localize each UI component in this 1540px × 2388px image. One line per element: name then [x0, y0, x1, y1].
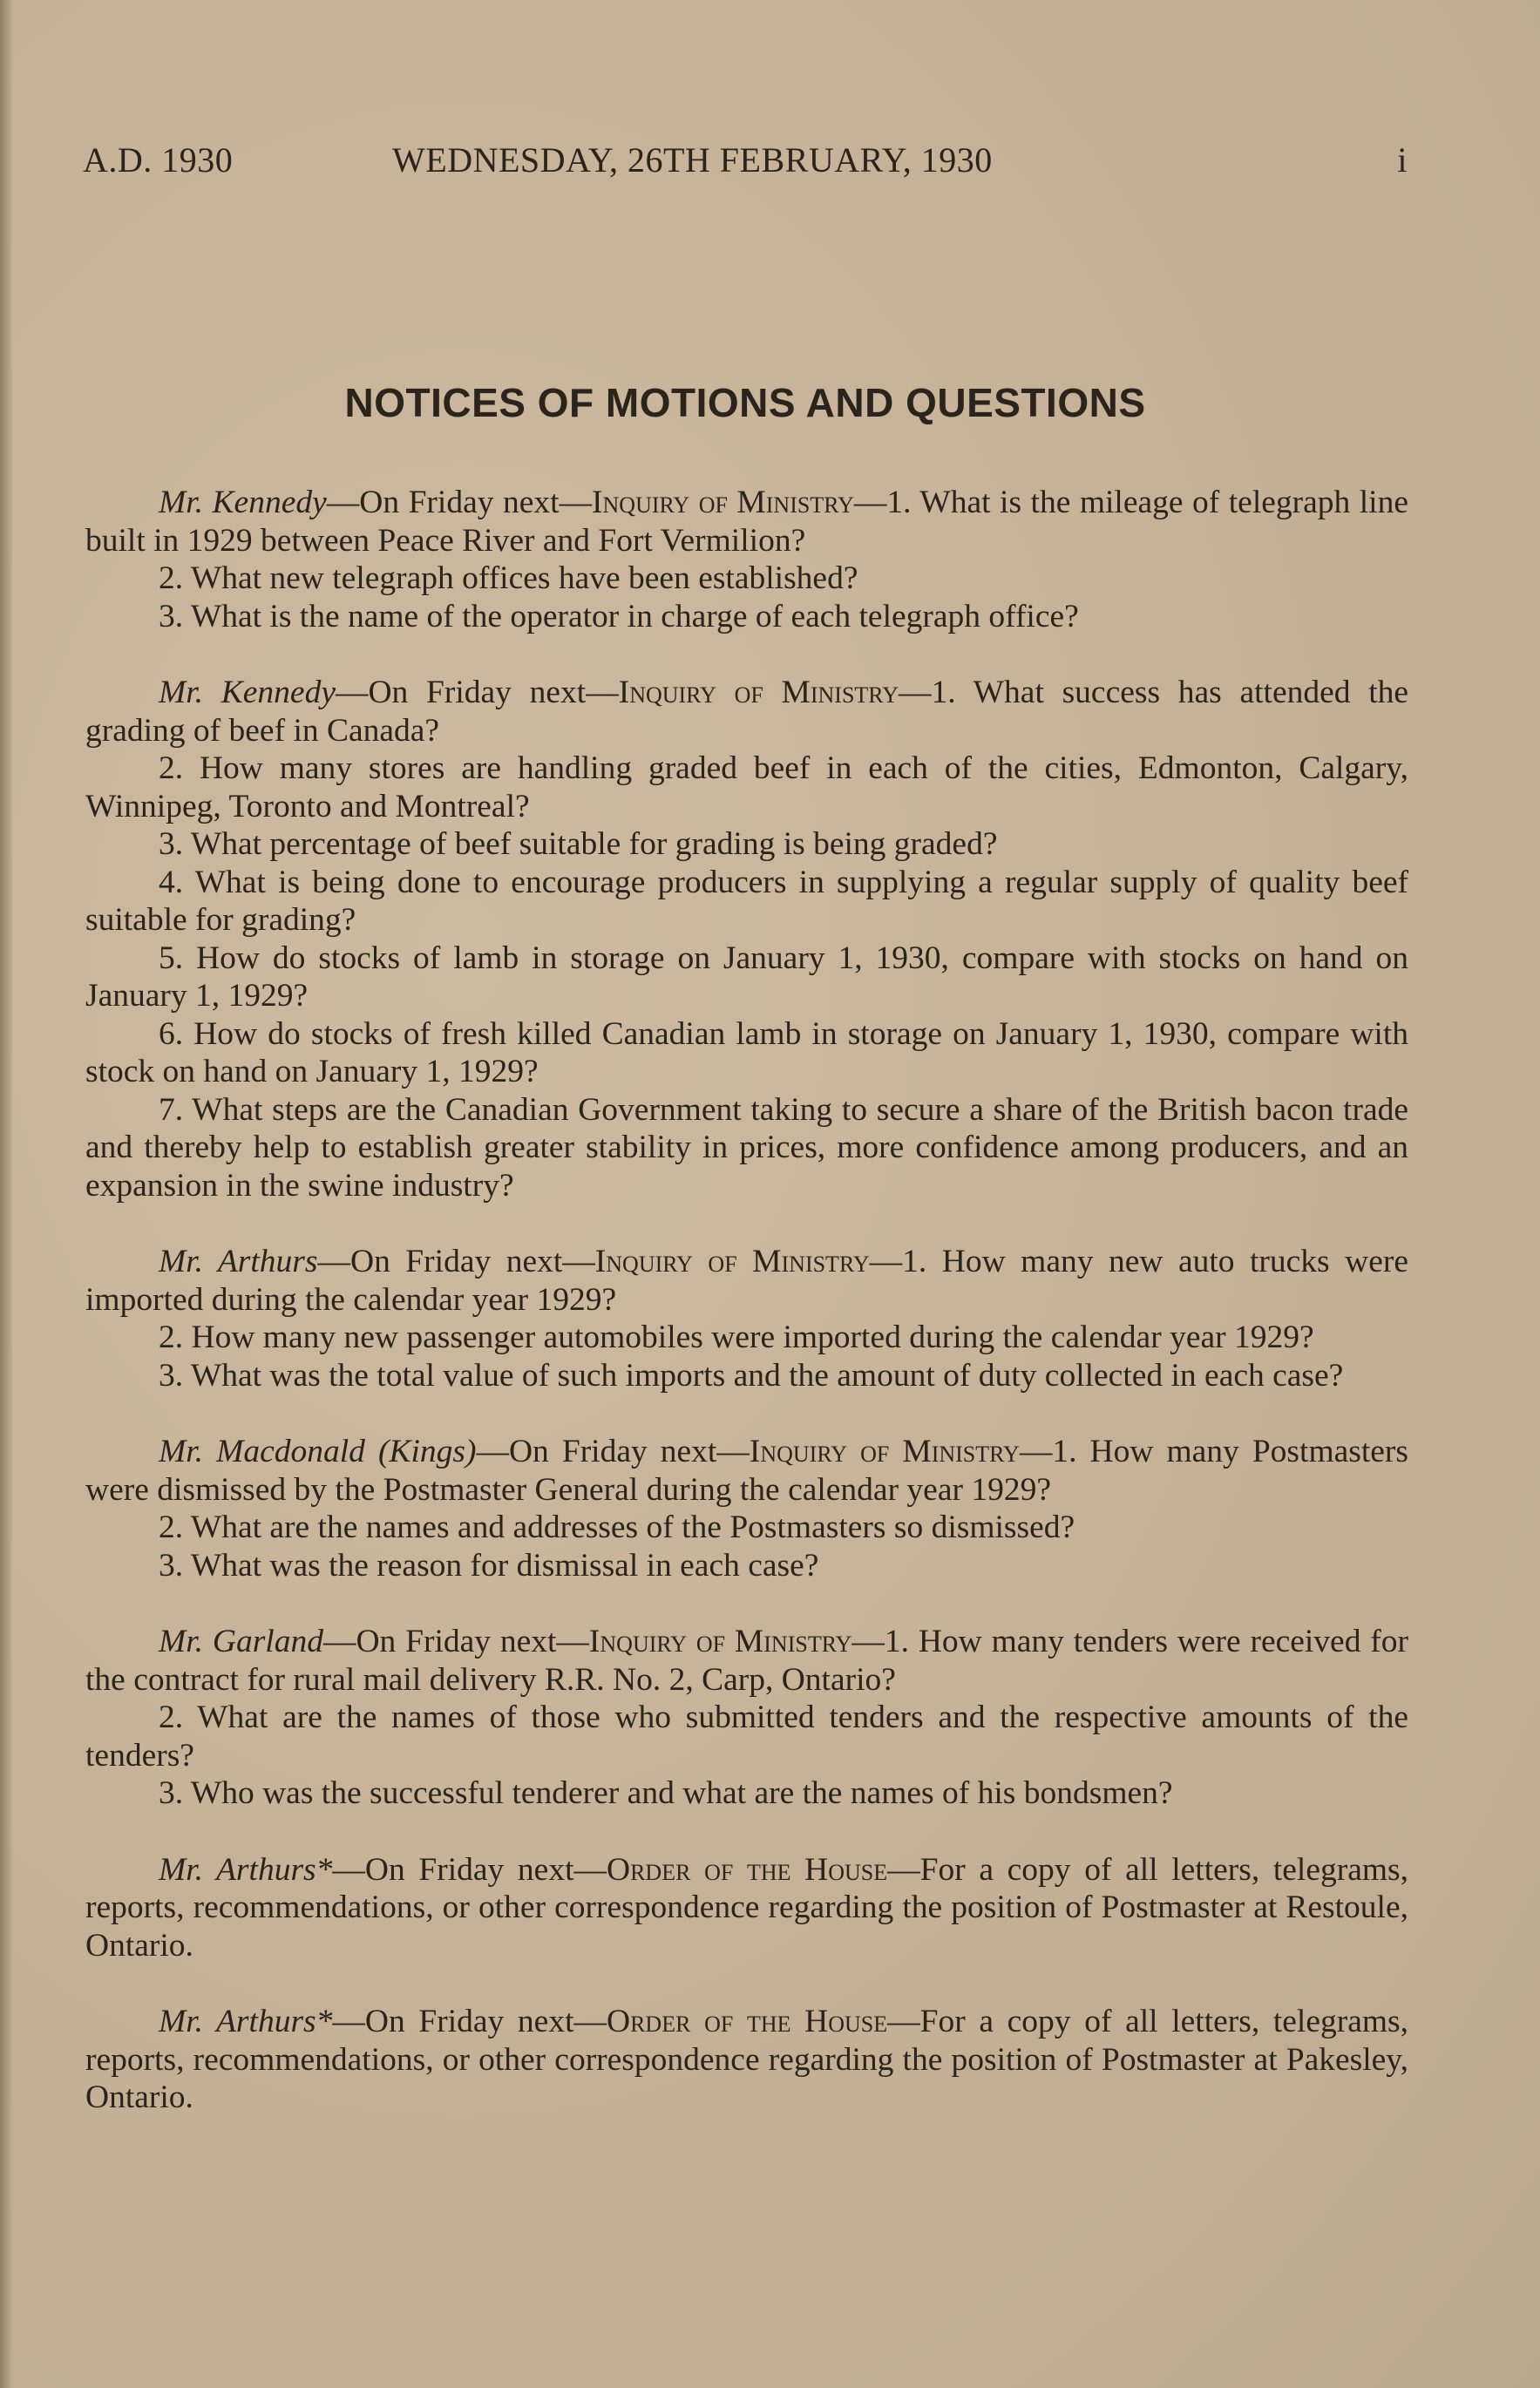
notice-question: 3. What is the name of the operator in charge of each telegraph office?	[159, 598, 1079, 634]
header-date: WEDNESDAY, 26TH FEBRUARY, 1930	[392, 140, 993, 180]
notice-when: —On Friday next—	[332, 1851, 607, 1888]
notice-first-question: —1. What is the mileage of telegraph line built in 1929 between Peace River and Fort Vermilion?	[85, 485, 1408, 559]
notice-first-question: —For a copy of all letters, telegrams, reports, recommendations, or other correspondence regarding the position of Postmaster at Pakesley, Ontario.	[85, 2004, 1409, 2115]
notice-item	[85, 674, 1408, 1204]
header-year: A.D. 1930	[83, 140, 234, 180]
notice-question: 6. How do stocks of fresh killed Canadian lamb in storage on January 1, 1930, compare with stock on hand on January 1, 1929?	[85, 1015, 1408, 1089]
notice-question: 2. What are the names of those who submitted tenders and the respective amounts of the tenders?	[85, 1699, 1408, 1774]
notice-first-line	[85, 674, 1408, 750]
notices-list	[85, 484, 1408, 2155]
notice-question: 7. What steps are the Canadian Government taking to secure a share of the British bacon trade and thereby help to establish greater stability in prices, more confidence among producers, and an expansion in the swine industry?	[85, 1091, 1408, 1204]
notice-question: 3. What was the total value of such imports and the amount of duty collected in each case?	[159, 1357, 1344, 1394]
notice-kind: Inquiry of Ministry	[618, 675, 899, 710]
notice-first-line	[85, 1243, 1408, 1319]
notice-when: —On Friday next—	[326, 485, 593, 520]
page-title: NOTICES OF MOTIONS AND QUESTIONS	[344, 380, 1146, 425]
notice-item	[85, 1623, 1408, 1813]
notice-first-question: —1. What success has attended the grading of beef in Canada?	[85, 675, 1409, 749]
notice-first-question: —For a copy of all letters, telegrams, reports, recommendations, or other correspondence regarding the position of Postmaster at Restoule, Ontario.	[85, 1851, 1409, 1964]
notice-mover: Mr. Macdonald (Kings)	[159, 1434, 477, 1469]
notice-first-line	[85, 484, 1408, 560]
notice-kind: Inquiry of Ministry	[594, 1244, 870, 1279]
notice-mover: Mr. Kennedy	[159, 675, 336, 710]
notice-item	[85, 2003, 1408, 2117]
notice-when: —On Friday next—	[476, 1434, 750, 1469]
notice-when: —On Friday next—	[335, 675, 619, 710]
notice-item	[85, 1243, 1408, 1394]
notice-kind: Order of the House	[607, 2004, 888, 2039]
notice-item	[85, 484, 1408, 635]
notice-first-question: —1. How many new auto trucks were imported during the calendar year 1929?	[85, 1244, 1408, 1318]
header-page-number: i	[1397, 140, 1408, 180]
notice-question: 2. What are the names and addresses of the Postmasters so dismissed?	[159, 1509, 1075, 1545]
notice-kind: Inquiry of Ministry	[588, 1624, 852, 1659]
notice-first-line	[85, 1623, 1408, 1699]
notice-kind: Order of the House	[607, 1851, 888, 1888]
notice-mover: Mr. Arthurs*	[159, 2004, 333, 2039]
notice-question: 3. What percentage of beef suitable for grading is being graded?	[159, 826, 998, 862]
notice-first-line	[85, 2003, 1408, 2117]
notice-mover: Mr. Arthurs	[159, 1244, 318, 1279]
notice-first-line	[85, 1851, 1408, 1965]
notice-mover: Mr. Kennedy	[159, 485, 327, 520]
notice-when: —On Friday next—	[317, 1244, 595, 1279]
notice-mover: Mr. Arthurs*	[159, 1851, 333, 1888]
notice-mover: Mr. Garland	[159, 1624, 323, 1659]
notice-first-question: —1. How many Postmasters were dismissed by the Postmaster General during the calendar year 1929?	[85, 1434, 1408, 1508]
notice-first-question: —1. How many tenders were received for the contract for rural mail delivery R.R. No. 2, Carp, Ontario?	[85, 1624, 1408, 1698]
notice-first-line	[85, 1433, 1408, 1509]
notice-kind: Inquiry of Ministry	[749, 1434, 1020, 1469]
notice-question: 2. How many new passenger automobiles were imported during the calendar year 1929?	[159, 1320, 1314, 1355]
notice-question: 3. Who was the successful tenderer and what are the names of his bondsmen?	[159, 1775, 1173, 1811]
page-header	[83, 139, 1408, 183]
notice-item	[85, 1851, 1408, 1965]
notice-when: —On Friday next—	[332, 2004, 607, 2039]
notice-when: —On Friday next—	[322, 1624, 589, 1659]
notice-question: 3. What was the reason for dismissal in each case?	[159, 1547, 819, 1584]
notice-question: 5. How do stocks of lamb in storage on January 1, 1930, compare with stocks on hand on January 1, 1929?	[85, 940, 1408, 1014]
notice-kind: Inquiry of Ministry	[592, 485, 854, 520]
notice-question: 2. What new telegraph offices have been established?	[159, 560, 858, 596]
notice-question: 2. How many stores are handling graded beef in each of the cities, Edmonton, Calgary, Winnipeg, Toronto and Montreal?	[85, 750, 1408, 824]
notice-item	[85, 1433, 1408, 1584]
notice-question: 4. What is being done to encourage producers in supplying a regular supply of quality beef suitable for grading?	[85, 864, 1408, 938]
page-binding-edge	[0, 0, 12, 2388]
